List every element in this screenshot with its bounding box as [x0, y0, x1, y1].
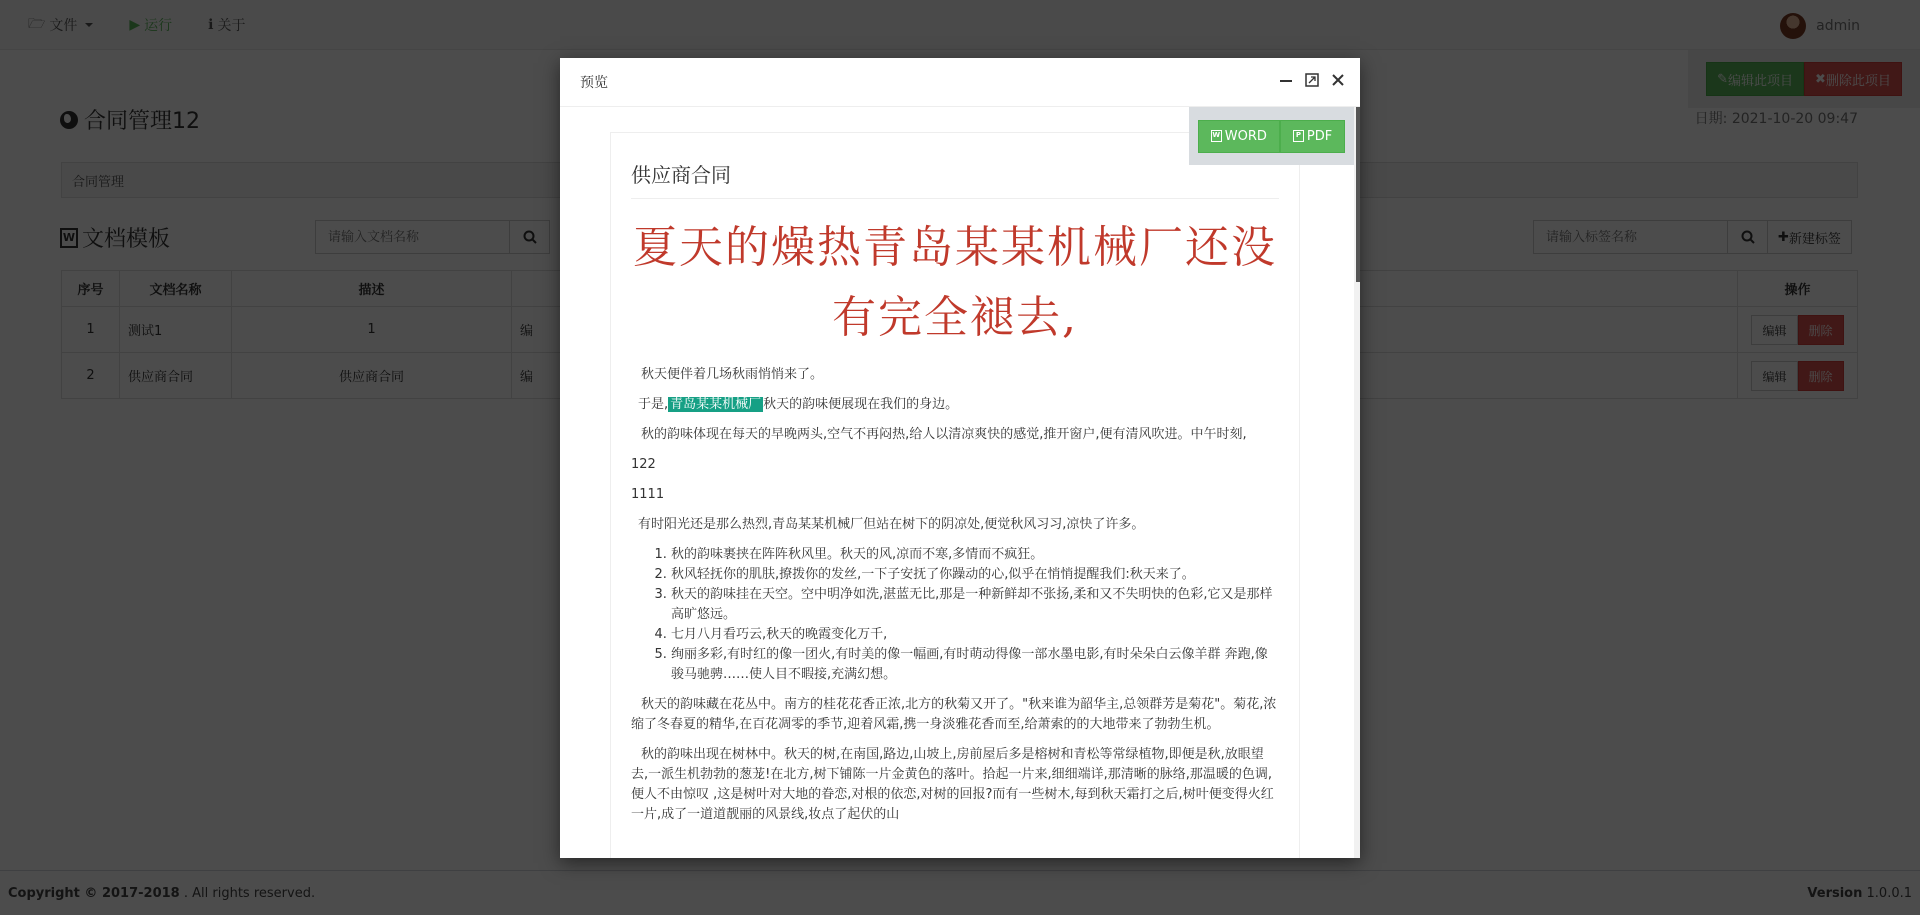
- export-pdf-button[interactable]: [1280, 120, 1345, 153]
- minimize-icon[interactable]: [1278, 72, 1294, 88]
- highlighted-text: 青岛某某机械厂: [670, 397, 762, 412]
- scrollbar-thumb[interactable]: [1356, 107, 1360, 282]
- document-preview: [610, 132, 1300, 858]
- modal-body[interactable]: [560, 107, 1360, 858]
- paragraph: 122: [631, 457, 656, 472]
- paragraph: [631, 395, 1279, 415]
- list-item: 4. 七月八月看巧云,秋天的晚霞变化万千,: [671, 625, 1279, 645]
- window-controls: [1278, 72, 1346, 88]
- list-item: 5. 绚丽多彩,有时红的像一团火,有时美的像一幅画,有时萌动得像一部水墨电影,有时朵朵白云像羊群 奔跑,像骏马驰骋……使人目不暇接,充满幻想。: [671, 645, 1279, 685]
- paragraph-text: 秋天的韵味便展现在我们的身边。: [763, 397, 959, 412]
- paragraph: 秋的韵味体现在每天的早晚两头,空气不再闷热,给人以清凉爽快的感觉,推开窗户,便有清风吹进。中午时刻,: [641, 427, 1247, 442]
- export-pdf-label: PDF: [1306, 128, 1333, 144]
- document-list: [671, 545, 1279, 685]
- paragraph: 秋天的韵味藏在花丛中。南方的桂花花香正浓,北方的秋菊又开了。"秋来谁为韶华主,总领群芳是菊花"。菊花,浓缩了冬春夏的精华,在百花凋零的季节,迎着风霜,携一身淡雅花香而至,给萧索的的大地带来了勃勃生机。: [631, 697, 1277, 732]
- modal-title: 预览: [580, 75, 608, 91]
- list-item: 3. 秋天的韵味挂在天空。空中明净如洗,湛蓝无比,那是一种新鲜却不张扬,柔和又不失明快的色彩,它又是那样高旷悠远。: [671, 585, 1279, 625]
- list-item: 2. 秋风轻抚你的肌肤,撩拨你的发丝,一下子安抚了你躁动的心,似乎在悄悄提醒我们:秋天来了。: [671, 565, 1279, 585]
- export-panel: [1189, 107, 1354, 165]
- word-file-icon: W: [1211, 130, 1222, 142]
- paragraph: 有时阳光还是那么热烈,青岛某某机械厂但站在树下的阴凉处,便觉秋风习习,凉快了许多。: [638, 517, 1145, 532]
- close-icon[interactable]: [1330, 72, 1346, 88]
- list-item: 1. 秋的韵味裹挟在阵阵秋风里。秋天的风,凉而不寒,多情而不疯狂。: [671, 545, 1279, 565]
- export-word-label: WORD: [1224, 128, 1267, 144]
- paragraph: 秋天便伴着几场秋雨悄悄来了。: [641, 367, 824, 382]
- modal-header: [560, 58, 1360, 107]
- preview-modal: [560, 58, 1360, 858]
- pdf-file-icon: P: [1293, 130, 1304, 142]
- document-heading: 夏天的燥热青岛某某机械厂还没有完全褪去,: [633, 222, 1277, 343]
- paragraph: 秋的韵味出现在树林中。秋天的树,在南国,路边,山坡上,房前屋后多是榕树和青松等常绿植物,即便是秋,放眼望去,一派生机勃勃的葱茏!在北方,树下铺陈一片金黄色的落叶。拾起一片来,细细端详,那清晰的脉络,那温暖的色调,便人不由惊叹 ,这是树叶对大地的眷恋,对根的依恋,对树的回报?而有一些树木,每到秋天霜打之后,树叶便变得火红一片,成了一道道靓丽的风景线,妆点了起伏的山: [631, 747, 1274, 822]
- maximize-icon[interactable]: [1304, 72, 1320, 88]
- paragraph-text: 于是,: [638, 397, 669, 412]
- document-title: 供应商合同: [631, 159, 1279, 199]
- paragraph: 1111: [631, 487, 665, 502]
- export-word-button[interactable]: [1198, 120, 1280, 153]
